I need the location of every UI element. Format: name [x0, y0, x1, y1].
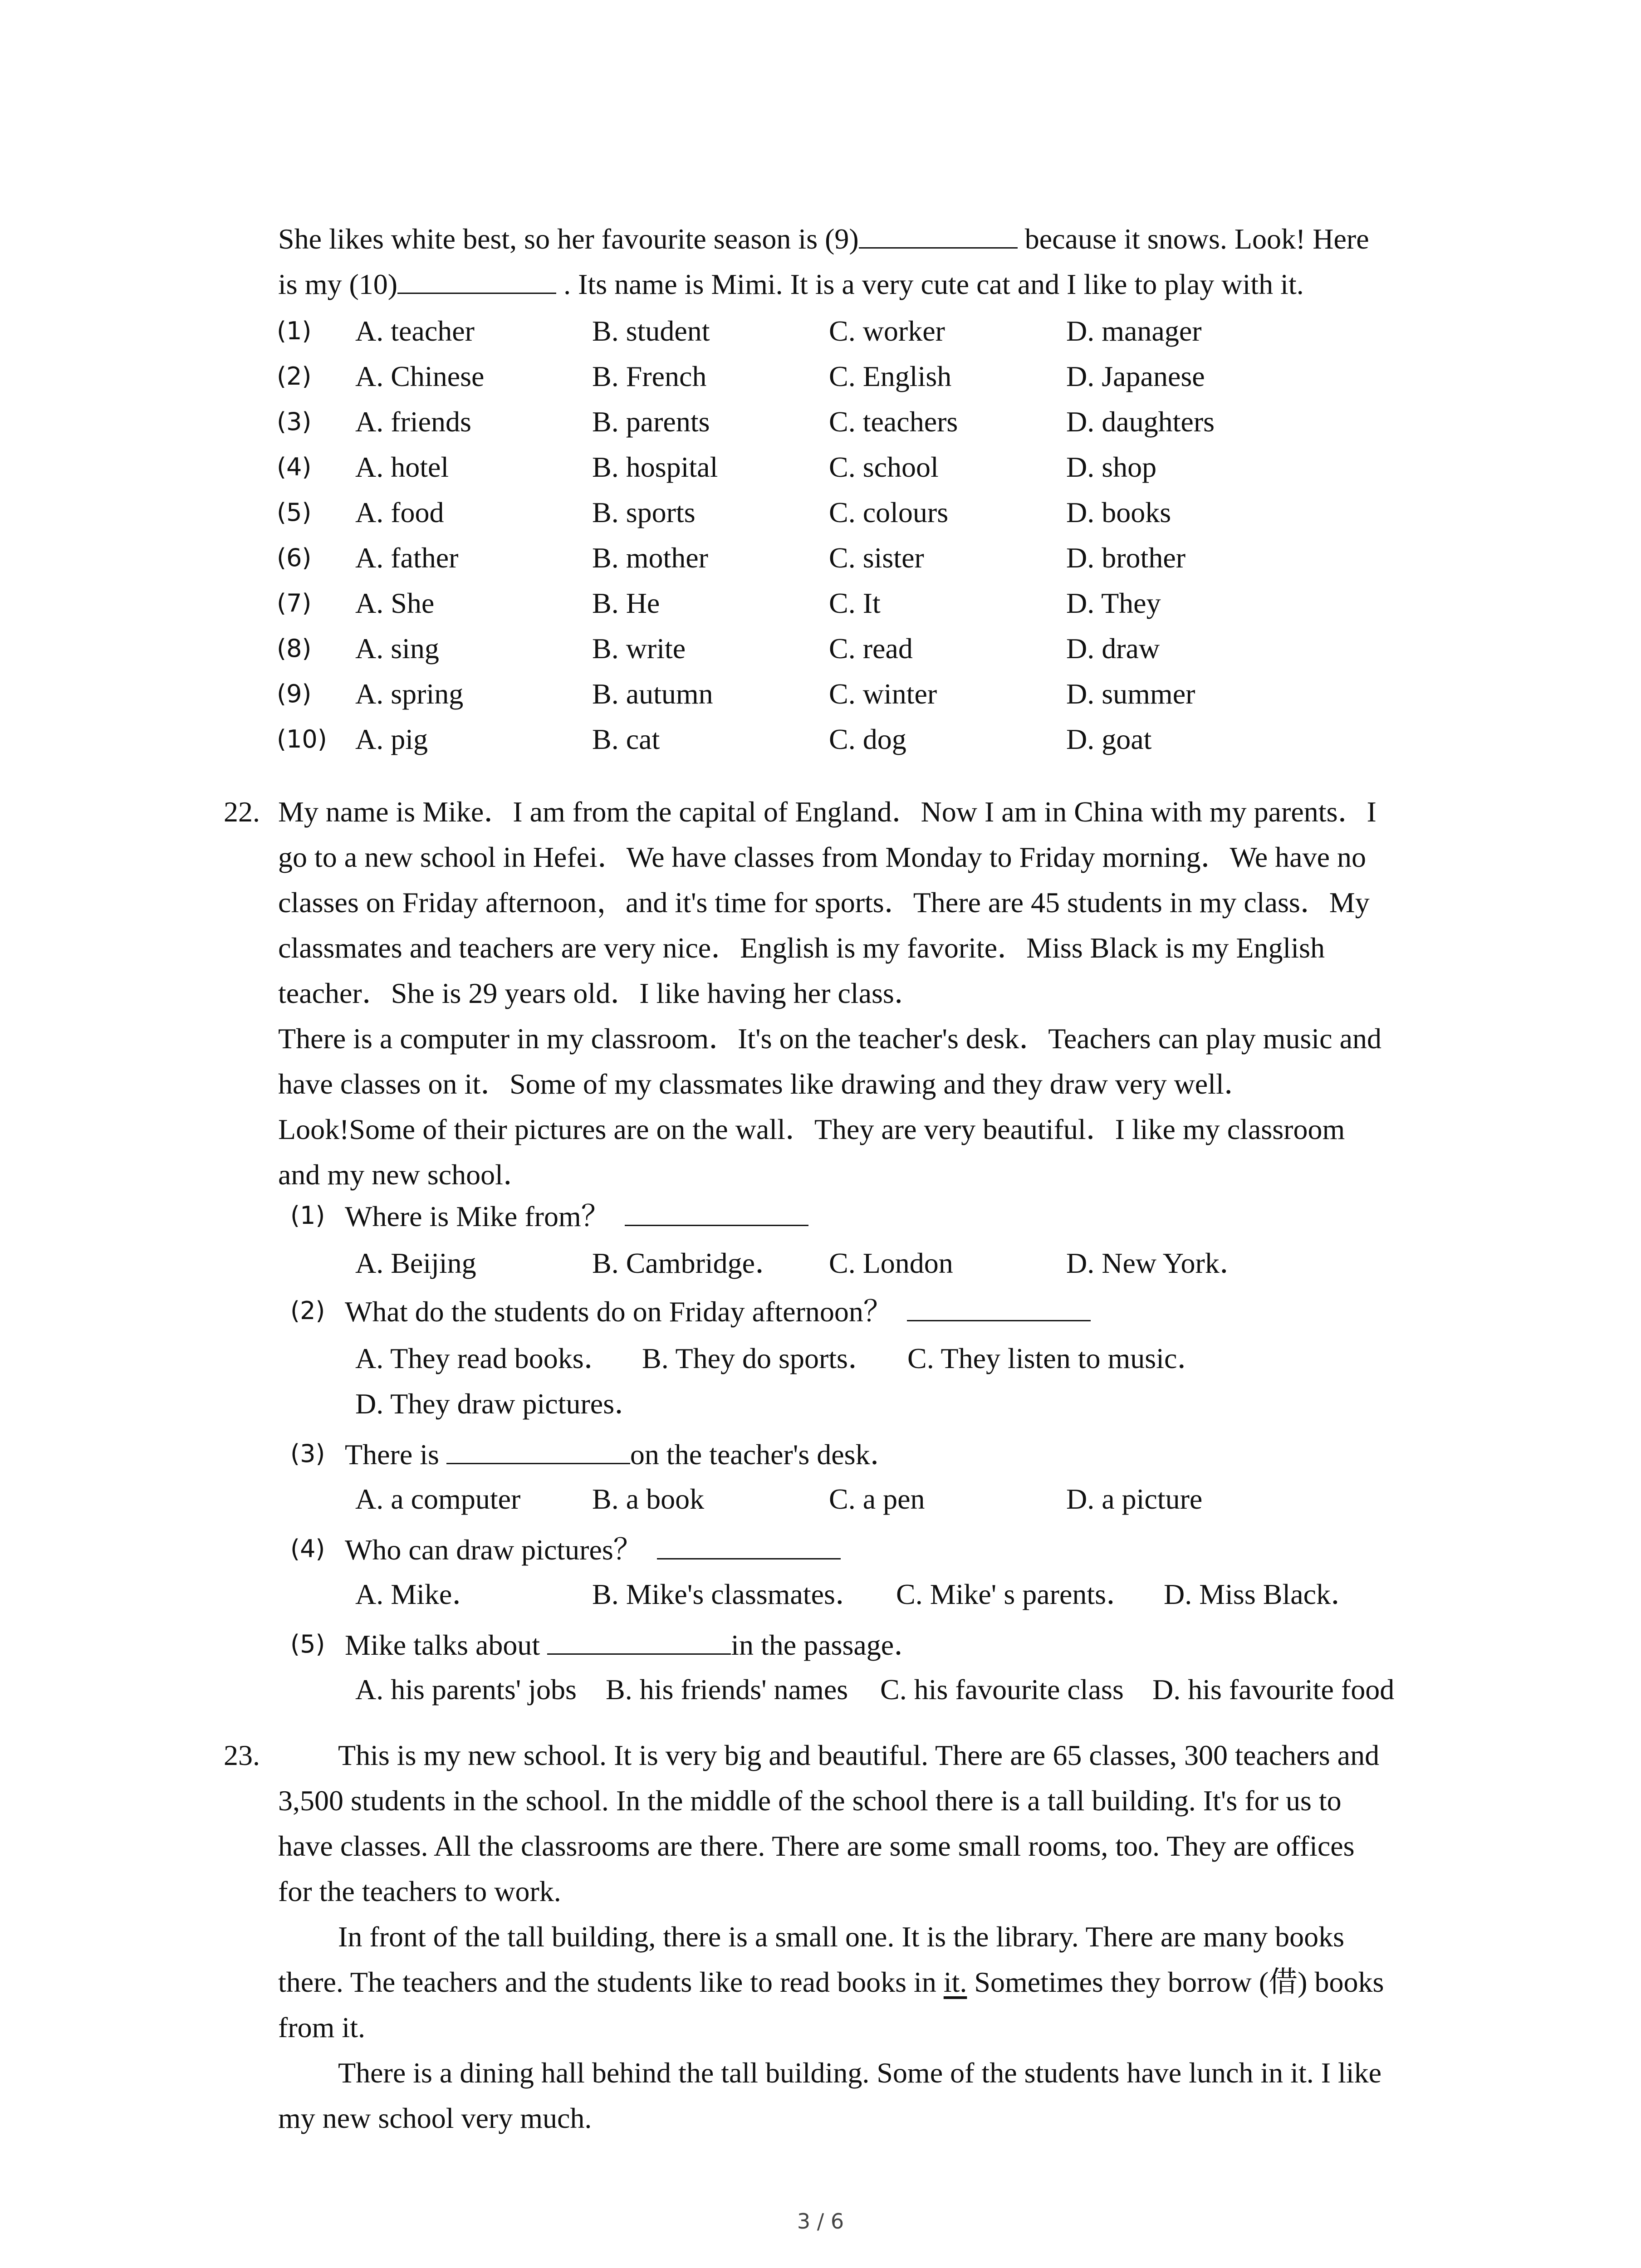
option-c[interactable]: C. sister [829, 542, 924, 574]
sub-number: (5) [290, 1630, 325, 1658]
option-d[interactable]: D. his favourite food [1152, 1673, 1395, 1706]
option-b[interactable]: B. parents [592, 406, 710, 438]
passage-line [278, 215, 1467, 262]
text: on the teacher's desk． [630, 1438, 899, 1471]
option-c[interactable]: C. school [829, 451, 939, 483]
passage-line: have classes. All the classrooms are there. There are some small rooms, too. They are offices [278, 1830, 1355, 1862]
option-b[interactable]: B. Mike's classmates． [592, 1578, 864, 1610]
item-number: (10) [277, 725, 327, 753]
answer-blank-10[interactable] [397, 261, 556, 294]
option-c[interactable]: C. worker [829, 315, 945, 347]
passage-line [278, 1960, 1467, 2005]
item-number: (1) [277, 317, 312, 345]
text: because it snows. Look! Here [1017, 223, 1369, 255]
option-c[interactable]: C. his favourite class [880, 1673, 1124, 1706]
passage-line: teacher．She is 29 years old．I like having her class． [278, 977, 923, 1009]
option-d[interactable]: D. draw [1066, 632, 1160, 665]
answer-blank[interactable] [547, 1622, 731, 1655]
option-b[interactable]: B. They do sports． [642, 1342, 877, 1374]
option-d[interactable]: D. They [1066, 587, 1161, 619]
answer-blank[interactable] [657, 1526, 841, 1559]
item-number: (5) [277, 498, 312, 527]
option-b[interactable]: B. write [592, 632, 686, 665]
option-c[interactable]: C. English [829, 360, 952, 392]
item-number: (6) [277, 543, 312, 572]
passage-line: have classes on it．Some of my classmates like drawing and they draw very well． [278, 1068, 1253, 1100]
page-number: 3 / 6 [797, 2209, 844, 2234]
text: Who can draw pictures？ [345, 1534, 642, 1566]
question-number-23: 23. [224, 1739, 260, 1771]
question-number-22: 22. [224, 796, 260, 828]
item-number: (4) [277, 453, 312, 481]
text: there. The teachers and the students like to read books in [278, 1966, 944, 1998]
item-number: (7) [277, 589, 312, 617]
passage-line: my new school very much. [278, 2102, 592, 2134]
option-d[interactable]: D. shop [1066, 451, 1157, 483]
text: . Its name is Mimi. It is a very cute cat and I like to play with it. [556, 268, 1304, 300]
option-d[interactable]: D. Japanese [1066, 360, 1205, 392]
option-a[interactable]: A. hotel [355, 451, 449, 483]
question-stem [345, 1622, 923, 1668]
option-b[interactable]: B. autumn [592, 678, 713, 710]
text: There is [345, 1438, 439, 1471]
question-stem [345, 1526, 841, 1573]
passage-line: In front of the tall building, there is a small one. It is the library. There are many books [338, 1921, 1345, 1953]
passage-line: There is a dining hall behind the tall building. Some of the students have lunch in it. I like [338, 2057, 1381, 2089]
option-a[interactable]: A. Mike． [355, 1578, 481, 1610]
option-a[interactable]: A. father [355, 542, 459, 574]
option-c[interactable]: C. London [829, 1247, 953, 1279]
question-stem [345, 1193, 808, 1239]
option-a[interactable]: A. his parents' jobs [355, 1673, 577, 1706]
option-a[interactable]: A. teacher [355, 315, 475, 347]
question-stem [345, 1431, 899, 1477]
answer-blank[interactable] [625, 1193, 808, 1226]
option-d[interactable]: D. New York． [1066, 1247, 1249, 1279]
option-c[interactable]: C. a pen [829, 1483, 925, 1515]
passage-line: classmates and teachers are very nice．English is my favorite．Miss Black is my English [278, 932, 1325, 964]
option-c[interactable]: C. dog [829, 723, 906, 755]
option-c[interactable]: C. It [829, 587, 881, 619]
text: Where is Mike from？ [345, 1200, 610, 1232]
passage-line: This is my new school. It is very big and beautiful. There are 65 classes, 300 teachers and [338, 1739, 1380, 1771]
option-d[interactable]: D. summer [1066, 678, 1195, 710]
item-number: (9) [277, 679, 312, 708]
passage-line: My name is Mike．I am from the capital of England．Now I am in China with my parents．I [278, 796, 1376, 828]
passage-line: Look!Some of their pictures are on the wall．They are very beautiful．I like my classroom [278, 1113, 1345, 1145]
sub-number: (2) [290, 1296, 325, 1325]
answer-blank[interactable] [446, 1431, 630, 1464]
passage-line [278, 261, 1467, 307]
option-a[interactable]: A. She [355, 587, 435, 619]
text: What do the students do on Friday afternoon？ [345, 1295, 892, 1328]
option-c[interactable]: C. winter [829, 678, 937, 710]
option-a[interactable]: A. They read books． [355, 1342, 613, 1374]
option-b[interactable]: B. his friends' names [606, 1673, 848, 1706]
underlined-word: it. [943, 1966, 967, 1998]
text: She likes white best, so her favourite season is (9) [278, 223, 859, 255]
option-a[interactable]: A. Beijing [355, 1247, 476, 1279]
option-d[interactable]: D. manager [1066, 315, 1202, 347]
passage-line: and my new school． [278, 1158, 532, 1191]
passage-line: go to a new school in Hefei．We have classes from Monday to Friday morning．We have no [278, 841, 1366, 873]
option-b[interactable]: B. sports [592, 496, 696, 528]
sub-number: (4) [290, 1535, 325, 1563]
answer-blank-9[interactable] [859, 215, 1018, 249]
option-d[interactable]: D. They draw pictures． [355, 1388, 644, 1420]
option-a[interactable]: A. friends [355, 406, 471, 438]
option-c[interactable]: C. colours [829, 496, 949, 528]
passage-line: 3,500 students in the school. In the middle of the school there is a tall building. It's for us to [278, 1784, 1342, 1817]
option-b[interactable]: B. cat [592, 723, 660, 755]
answer-blank[interactable] [907, 1288, 1091, 1321]
option-a[interactable]: A. Chinese [355, 360, 485, 392]
sub-number: (1) [290, 1201, 325, 1230]
option-a[interactable]: A. spring [355, 678, 464, 710]
option-a[interactable]: A. a computer [355, 1483, 521, 1515]
option-c[interactable]: C. teachers [829, 406, 958, 438]
option-b[interactable]: B. a book [592, 1483, 705, 1515]
passage-line: classes on Friday afternoon，and it's time for sports．There are 45 students in my class．My [278, 886, 1370, 919]
item-number: (3) [277, 407, 312, 436]
option-b[interactable]: B. mother [592, 542, 708, 574]
option-d[interactable]: D. brother [1066, 542, 1186, 574]
text: in the passage． [731, 1629, 923, 1661]
option-a[interactable]: A. pig [355, 723, 428, 755]
passage-line: for the teachers to work. [278, 1875, 561, 1907]
option-d[interactable]: D. a picture [1066, 1483, 1203, 1515]
question-stem [345, 1288, 1091, 1334]
passage-line: There is a computer in my classroom．It's on the teacher's desk．Teachers can play music and [278, 1022, 1381, 1055]
option-c[interactable]: C. read [829, 632, 913, 665]
option-b[interactable]: B. Cambridge． [592, 1247, 784, 1279]
item-number: (8) [277, 634, 312, 663]
option-d[interactable]: D. Miss Black． [1164, 1578, 1360, 1610]
option-b[interactable]: B. hospital [592, 451, 718, 483]
option-a[interactable]: A. food [355, 496, 444, 528]
option-d[interactable]: D. books [1066, 496, 1171, 528]
passage-line: from it. [278, 2011, 365, 2043]
option-d[interactable]: D. goat [1066, 723, 1152, 755]
sub-number: (3) [290, 1439, 325, 1468]
text: Mike talks about [345, 1629, 540, 1661]
option-b[interactable]: B. French [592, 360, 707, 392]
option-c[interactable]: C. Mike' s parents． [896, 1578, 1136, 1610]
option-c[interactable]: C. They listen to music． [907, 1342, 1206, 1374]
text: is my (10) [278, 268, 398, 300]
item-number: (2) [277, 362, 312, 391]
option-a[interactable]: A. sing [355, 632, 439, 665]
option-b[interactable]: B. He [592, 587, 660, 619]
option-d[interactable]: D. daughters [1066, 406, 1215, 438]
text: Sometimes they borrow (借) books [967, 1966, 1384, 1998]
option-b[interactable]: B. student [592, 315, 710, 347]
